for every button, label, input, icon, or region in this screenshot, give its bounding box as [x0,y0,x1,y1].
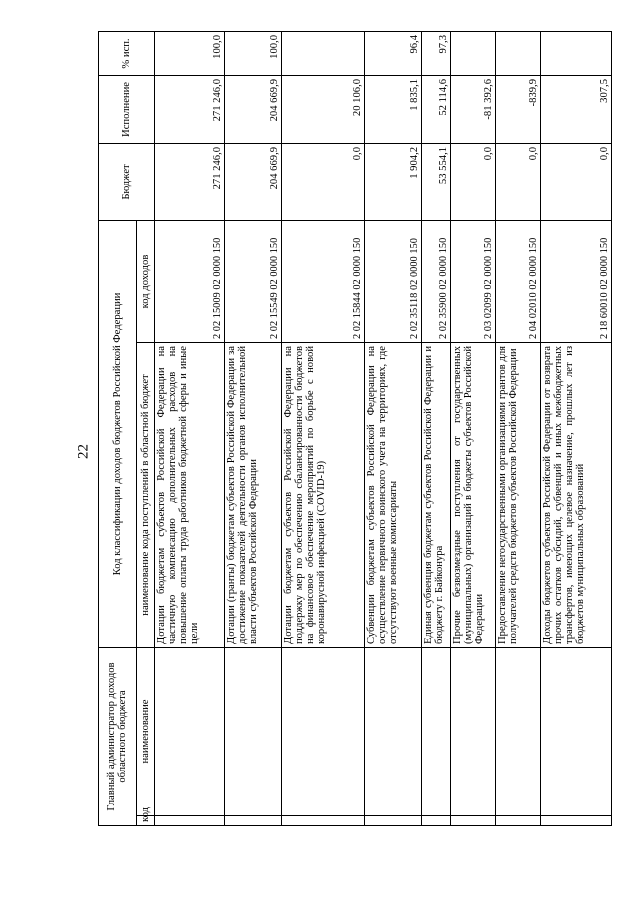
percent-cell: 100,0 [225,31,282,75]
execution-cell: 20 106,0 [282,75,365,143]
admin-group-header: Главный администратор доходов областного бюджета [99,648,137,826]
revenue-table [98,31,612,826]
admin-code-cell [154,816,225,826]
admin-name-cell [154,648,225,816]
execution-cell: 1 835,1 [364,75,421,143]
admin-name-cell [225,648,282,816]
classification-code-header: код доходов [136,220,154,342]
budget-cell: 204 669,9 [225,143,282,220]
execution-cell: 271 246,0 [154,75,225,143]
execution-cell: 204 669,9 [225,75,282,143]
revenue-name-cell: Доходы бюджетов субъектов Российской Федерации от возврата прочих остатков субсидий, субвенций и иных межбюджетных трансфертов, имеющих целевое назначение, прошлых лет из бюджетов муниципальных образований [541,343,612,648]
execution-cell: 307,5 [541,75,612,143]
revenue-name-cell: Дотации бюджетам субъектов Российской Федерации на частичную компенсацию дополнительных расходов на повышение оплаты труда работников бюджетной сферы и иные цели [154,343,225,648]
table-row [421,31,451,825]
budget-table-sheet [98,32,612,826]
revenue-code-cell: 2 02 35118 02 0000 150 [364,220,421,342]
table-row [496,31,541,825]
percent-header: % исп. [99,31,155,75]
admin-code-cell [541,816,612,826]
revenue-code-cell: 2 03 02099 02 0000 150 [451,220,496,342]
table-row [364,31,421,825]
classification-name-header: наименование кода поступлений в областной бюджет [136,343,154,648]
execution-cell: 52 114,6 [421,75,451,143]
admin-name-cell [364,648,421,816]
revenue-code-cell: 2 02 35900 02 0000 150 [421,220,451,342]
percent-cell [541,31,612,75]
revenue-name-cell: Единая субвенция бюджетам субъектов Российской Федерации и бюджету г. Байконура [421,343,451,648]
percent-cell: 96,4 [364,31,421,75]
execution-header: Исполнение [99,75,155,143]
classification-group-header: Код классификации доходов бюджетов Российской Федерации [99,220,137,647]
revenue-code-cell: 2 02 15844 02 0000 150 [282,220,365,342]
admin-name-cell [282,648,365,816]
budget-cell: 1 904,2 [364,143,421,220]
revenue-code-cell: 2 02 15009 02 0000 150 [154,220,225,342]
admin-name-header: наименование [136,648,154,816]
percent-cell [451,31,496,75]
revenue-code-cell: 2 02 15549 02 0000 150 [225,220,282,342]
percent-cell [496,31,541,75]
budget-header: Бюджет [99,143,155,220]
admin-name-cell [421,648,451,816]
budget-cell: 271 246,0 [154,143,225,220]
admin-name-cell [451,648,496,816]
revenue-name-cell: Дотации (гранты) бюджетам субъектов Российской Федерации за достижение показателей деятельности органов исполнительной власти субъектов Российской Федерации [225,343,282,648]
admin-code-cell [282,816,365,826]
revenue-name-cell: Прочие безвозмездные поступления от государственных (муниципальных) организаций в бюджеты субъектов Российской Федерации [451,343,496,648]
table-row [451,31,496,825]
page-number: 22 [75,444,92,459]
execution-cell: -81 392,6 [451,75,496,143]
revenue-name-cell: Субвенции бюджетам субъектов Российской Федерации на осуществление первичного воинского учета на территориях, где отсутствуют военные комиссариаты [364,343,421,648]
revenue-code-cell: 2 04 02010 02 0000 150 [496,220,541,342]
table-row [154,31,225,825]
table-row [225,31,282,825]
budget-cell: 0,0 [496,143,541,220]
percent-cell: 97,3 [421,31,451,75]
percent-cell: 100,0 [154,31,225,75]
budget-cell: 0,0 [282,143,365,220]
admin-code-cell [451,816,496,826]
admin-code-cell [364,816,421,826]
table-row [282,31,365,825]
revenue-name-cell: Дотации бюджетам субъектов Российской Федерации на поддержку мер по обеспечению сбалансированности бюджетов на финансовое обеспечение мероприятий по борьбе с новой коронавирусной инфекцией (COVID-19) [282,343,365,648]
budget-cell: 0,0 [541,143,612,220]
revenue-name-cell: Предоставление негосударственными организациями грантов для получателей средств бюджетов субъектов Российской Федерации [496,343,541,648]
admin-code-cell [496,816,541,826]
budget-cell: 0,0 [451,143,496,220]
execution-cell: -839,9 [496,75,541,143]
revenue-code-cell: 2 18 60010 02 0000 150 [541,220,612,342]
table-row [541,31,612,825]
budget-cell: 53 554,1 [421,143,451,220]
admin-code-header: код [136,816,154,826]
admin-name-cell [496,648,541,816]
percent-cell [282,31,365,75]
admin-code-cell [421,816,451,826]
admin-name-cell [541,648,612,816]
admin-code-cell [225,816,282,826]
